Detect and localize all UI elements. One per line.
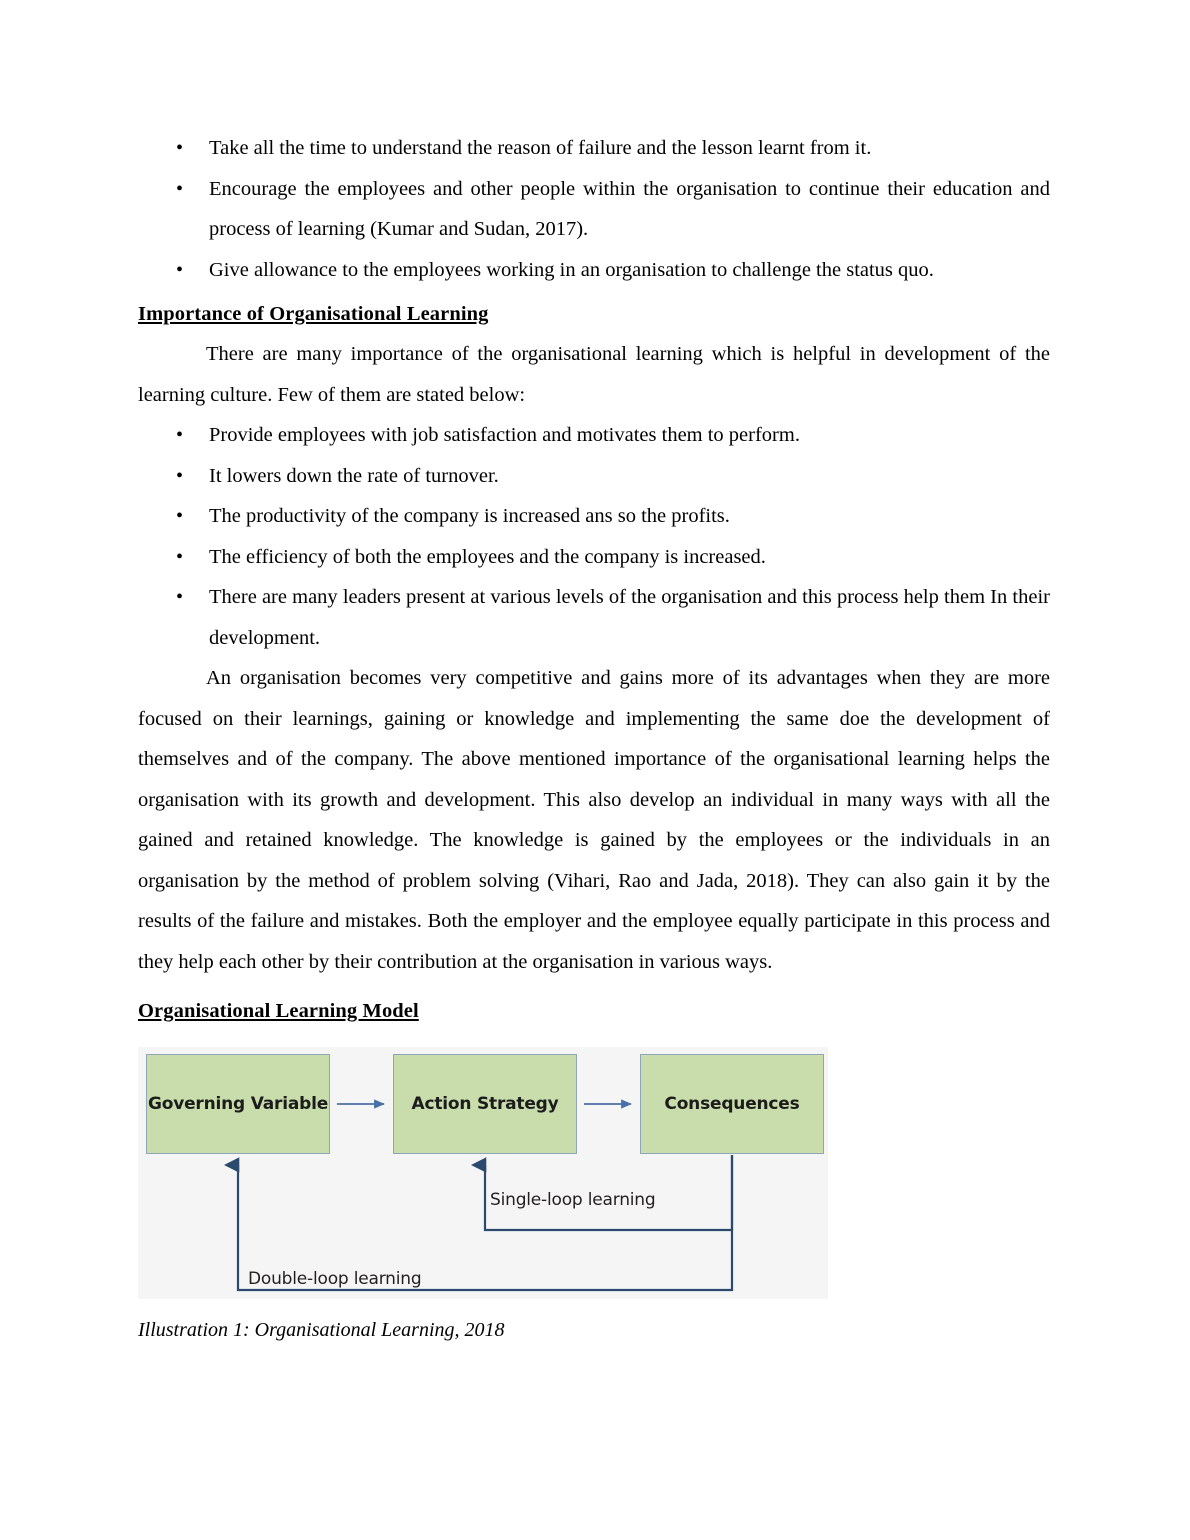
bullet-text: It lowers down the rate of turnover. — [209, 464, 499, 487]
importance-bullet-list — [138, 415, 1050, 658]
list-item — [138, 415, 1050, 456]
bullet-text: Provide employees with job satisfaction and motivates them to perform. — [209, 424, 800, 446]
intro-paragraph: There are many importance of the organisational learning which is helpful in development of the learning culture. Few of them are stated below: — [138, 343, 1050, 406]
bullet-text: The efficiency of both the employees and the company is increased. — [209, 545, 766, 568]
diagram-box-action-strategy: Action Strategy — [393, 1054, 577, 1154]
list-item — [138, 496, 1050, 537]
list-item — [138, 169, 1050, 250]
spacer — [138, 982, 1050, 991]
diagram-label-double-loop-learning: Double-loop learning — [248, 1269, 422, 1289]
heading-organisational-learning-model: Organisational Learning Model — [138, 1000, 419, 1022]
organisational-learning-diagram — [138, 1047, 828, 1299]
bullet-text: Encourage the employees and other people within the organisation to continue their education and process of learning (Kumar and Sudan, 2017). — [209, 177, 1050, 240]
list-item — [138, 577, 1050, 658]
heading-importance-of-organisational-learning: Importance of Organisational Learning — [138, 303, 489, 325]
diagram-box-consequences: Consequences — [640, 1054, 824, 1154]
figure-caption: Illustration 1: Organisational Learning, 2018 — [138, 1319, 505, 1341]
bullet-text: Take all the time to understand the reason of failure and the lesson learnt from it. — [209, 137, 872, 159]
bullet-text: The productivity of the company is increased ans so the profits. — [209, 505, 730, 527]
diagram-canvas — [138, 1047, 828, 1299]
list-item — [138, 537, 1050, 578]
bullet-text: There are many leaders present at various levels of the organisation and this process help them In their development. — [209, 586, 1050, 649]
diagram-label-single-loop-learning: Single-loop learning — [490, 1190, 656, 1210]
list-item — [138, 456, 1050, 497]
bullet-text: Give allowance to the employees working in an organisation to challenge the status quo. — [209, 258, 934, 281]
list-item — [138, 250, 1050, 291]
top-bullet-list — [138, 128, 1050, 290]
body-paragraph: An organisation becomes very competitive and gains more of its advantages when they are more focused on their learnings, gaining or knowledge and implementing the same doe the development of themselves and of the company. The above mentioned importance of the organisational learning helps the organisation with its growth and development. This also develop an individual in many ways with all the gained and retained knowledge. The knowledge is gained by the employees or the individuals in an organisation by the method of problem solving (Vihari, Rao and Jada, 2018). They can also gain it by the results of the failure and mistakes. Both the employer and the employee equally participate in this process and they help each other by their contribution at the organisation in various ways. — [138, 667, 1050, 973]
diagram-box-governing-variable: Governing Variable — [146, 1054, 330, 1154]
list-item — [138, 128, 1050, 169]
page-content — [138, 128, 1050, 1347]
